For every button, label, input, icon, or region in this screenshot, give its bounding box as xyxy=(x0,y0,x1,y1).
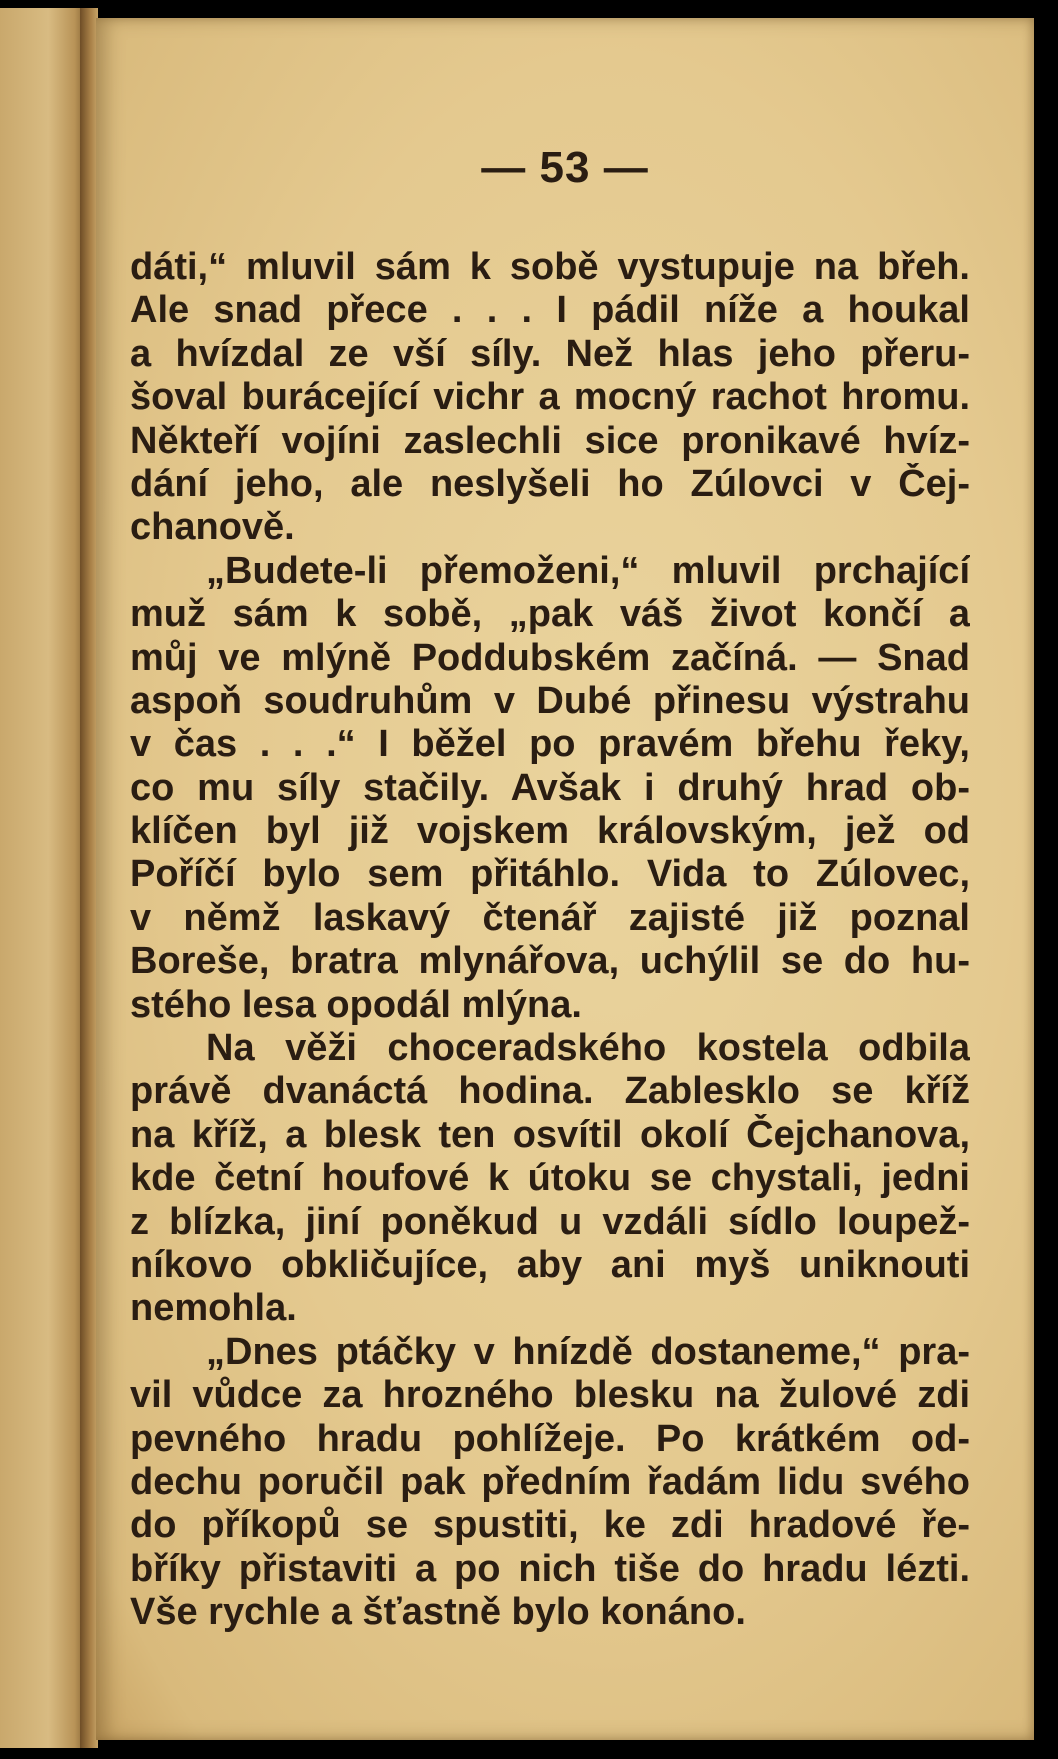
text-line: vil vůdce za hrozného blesku na žulové zdi xyxy=(130,1374,970,1417)
text-line: a hvízdal ze vší síly. Než hlas jeho přeru- xyxy=(130,332,970,375)
text-line: můj ve mlýně Poddubském začíná. — Snad xyxy=(130,636,970,679)
text-line: muž sám k sobě, „pak váš život končí a xyxy=(130,593,970,636)
text-line: z blízka, jiní poněkud u vzdáli sídlo loupež- xyxy=(130,1200,970,1243)
text-line: právě dvanáctá hodina. Zablesklo se kříž xyxy=(130,1070,970,1113)
text-line: Na věži choceradského kostela odbila xyxy=(206,1027,970,1070)
text-line: Vše rychle a šťastně bylo konáno. xyxy=(130,1591,746,1634)
text-line: dechu poručil pak předním řadám lidu svého xyxy=(130,1460,970,1503)
text-line: „Dnes ptáčky v hnízdě dostaneme,“ pra- xyxy=(206,1330,970,1373)
page-number: — 53 — xyxy=(481,143,649,192)
text-line: dáti,“ mluvil sám k sobě vystupuje na břeh. xyxy=(130,246,970,288)
text-line: dání jeho, ale neslyšeli ho Zúlovci v Čej- xyxy=(130,462,970,505)
text-line: chanově. xyxy=(130,506,295,549)
text-line: stého lesa opodál mlýna. xyxy=(130,983,582,1026)
text-line: níkovo obkličujíce, aby ani myš uniknouti xyxy=(130,1243,970,1286)
text-line: do příkopů se spustiti, ke zdi hradové ře- xyxy=(130,1504,970,1547)
body-text xyxy=(130,246,970,1635)
text-line: bříky přistaviti a po nich tiše do hradu lézti. xyxy=(130,1547,970,1590)
text-line: na kříž, a blesk ten osvítil okolí Čejchanova, xyxy=(130,1113,970,1156)
facing-page-edge xyxy=(0,8,88,1748)
text-line: co mu síly stačily. Avšak i druhý hrad ob- xyxy=(130,766,970,809)
text-line: klíčen byl již vojskem královským, jež od xyxy=(130,810,970,853)
text-line: aspoň soudruhům v Dubé přinesu výstrahu xyxy=(130,679,970,722)
text-line: Poříčí bylo sem přitáhlo. Vida to Zúlovec, xyxy=(130,853,970,896)
scan-border xyxy=(1034,18,1058,1740)
text-line: v němž laskavý čtenář zajisté již poznal xyxy=(130,896,970,939)
text-line: v čas . . .“ I běžel po pravém břehu řeky, xyxy=(130,723,970,766)
text-line: šoval burácející vichr a mocný rachot hromu. xyxy=(130,376,970,419)
text-line: kde četní houfové k útoku se chystali, jedni xyxy=(130,1157,970,1200)
text-line: nemohla. xyxy=(130,1287,297,1330)
text-line: pevného hradu pohlížeje. Po krátkém od- xyxy=(130,1417,970,1460)
text-line: Někteří vojíni zaslechli sice pronikavé hvíz- xyxy=(130,419,970,462)
book-page xyxy=(96,18,1034,1740)
text-line: Ale snad přece . . . I pádil níže a houkal xyxy=(130,289,970,332)
text-line: Boreše, bratra mlynářova, uchýlil se do hu- xyxy=(130,940,970,983)
text-line: „Budete-li přemoženi,“ mluvil prchající xyxy=(206,549,970,592)
